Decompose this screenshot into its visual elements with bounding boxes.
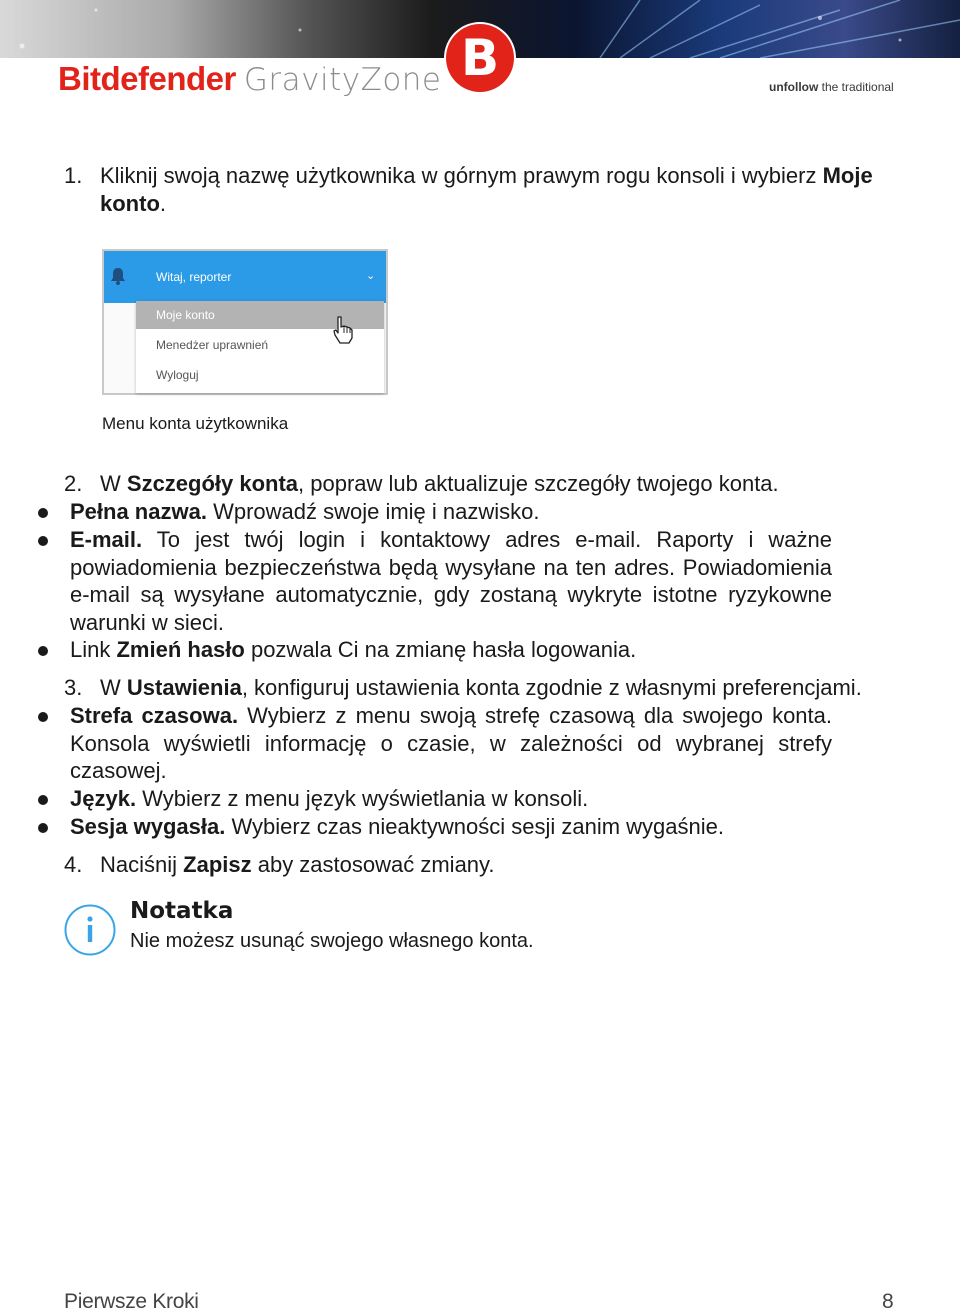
hand-cursor-icon <box>332 315 354 345</box>
step-text-bold: Szczegóły konta <box>126 471 299 496</box>
step-text <box>100 470 896 498</box>
bullet-icon <box>38 646 48 656</box>
menu-item-label: Moje konto <box>156 308 215 322</box>
console-topbar <box>104 251 386 303</box>
bullet-icon <box>38 795 48 805</box>
bullet-text: pozwala Ci na zmianę hasła logowania. <box>244 637 637 662</box>
bullet-language <box>70 785 832 813</box>
bullet-text: Wybierz z menu język wyświetlania w konsoli. <box>136 786 589 811</box>
page-number: 8 <box>882 1290 894 1313</box>
step-text-bold: Ustawienia <box>126 675 242 700</box>
step-text-bold: Zapisz <box>183 852 252 877</box>
account-menu-screenshot <box>102 249 388 395</box>
screenshot-caption: Menu konta użytkownika <box>102 414 289 433</box>
bullet-icon <box>38 536 48 546</box>
step-text-part: W <box>100 675 127 700</box>
step-number: 4. <box>64 852 83 877</box>
menu-item-label: Wyloguj <box>156 368 199 382</box>
step-text-part: . <box>159 191 167 216</box>
bullet-icon <box>38 823 48 833</box>
step-text-bold: Moje konto <box>100 163 873 216</box>
info-icon <box>64 904 116 956</box>
product-name: GravityZone <box>243 62 442 98</box>
bullet-text: Wybierz czas nieaktywności sesji zanim wygaśnie. <box>225 814 724 839</box>
footer-section-title: Pierwsze Kroki <box>64 1290 199 1313</box>
tagline <box>769 80 894 94</box>
step-text-part: , konfiguruj ustawienia konta zgodnie z własnymi preferencjami. <box>241 675 862 700</box>
chevron-down-icon[interactable]: ⌄ <box>366 270 376 282</box>
bullet-bold: Strefa czasowa. <box>70 703 239 728</box>
bullet-session-expired <box>70 813 832 841</box>
bullet-bold: Zmień hasło <box>116 637 245 662</box>
user-greeting[interactable]: Witaj, reporter <box>156 270 232 284</box>
step-number: 1. <box>64 163 83 188</box>
bullet-bold: Pełna nazwa. <box>70 499 207 524</box>
bullet-bold: Sesja wygasła. <box>70 814 226 839</box>
tagline-rest: the traditional <box>818 80 894 94</box>
step-text <box>100 674 896 702</box>
step-text <box>100 162 896 218</box>
step-number: 3. <box>64 675 83 700</box>
bullet-icon <box>38 508 48 518</box>
tagline-bold: unfollow <box>769 80 819 94</box>
note-text: Nie możesz usunąć swojego własnego konta. <box>130 930 534 952</box>
bullet-full-name <box>70 498 832 526</box>
bullet-text: Wprowadź swoje imię i nazwisko. <box>206 499 540 524</box>
bullet-text: Wybierz z menu swoją strefę czasową dla swojego konta. Konsola wyświetli informację o czasie, w zależności od wybranej strefy czasowej. <box>70 703 833 783</box>
bullet-icon <box>38 712 48 722</box>
brand-name: Bitdefender <box>58 60 236 97</box>
step-number: 2. <box>64 471 83 496</box>
bitdefender-badge-icon: B <box>446 24 514 92</box>
step-text-part: Kliknij swoją nazwę użytkownika w górnym prawym rogu konsoli i wybierz <box>100 163 823 188</box>
bullet-text: Link <box>70 637 117 662</box>
menu-item-logout[interactable] <box>136 361 384 389</box>
step-text-part: Naciśnij <box>100 852 184 877</box>
bitdefender-logo <box>58 60 442 100</box>
note-title: Notatka <box>130 898 234 924</box>
bullet-bold: E-mail. <box>70 527 143 552</box>
menu-item-label: Menedżer uprawnień <box>156 338 269 352</box>
bullet-bold: Język. <box>70 786 137 811</box>
bell-icon <box>110 267 126 285</box>
step-text-part: , popraw lub aktualizuje szczegóły twojego konta. <box>298 471 779 496</box>
bullet-text: To jest twój login i kontaktowy adres e-mail. Raporty i ważne powiadomienia bezpieczeństwa będą wysyłane na ten adres. Powiadomienia e-mail są wysyłane automatycznie, gdy zostaną wykryte istotne ryzykowne warunki w sieci. <box>70 527 832 635</box>
step-1 <box>64 162 896 222</box>
step-text <box>100 851 896 879</box>
bullet-time-zone <box>70 702 832 785</box>
step-text-part: aby zastosować zmiany. <box>251 852 495 877</box>
step-text-part: W <box>100 471 127 496</box>
bullet-email <box>70 526 832 636</box>
bullet-change-password <box>70 636 832 664</box>
